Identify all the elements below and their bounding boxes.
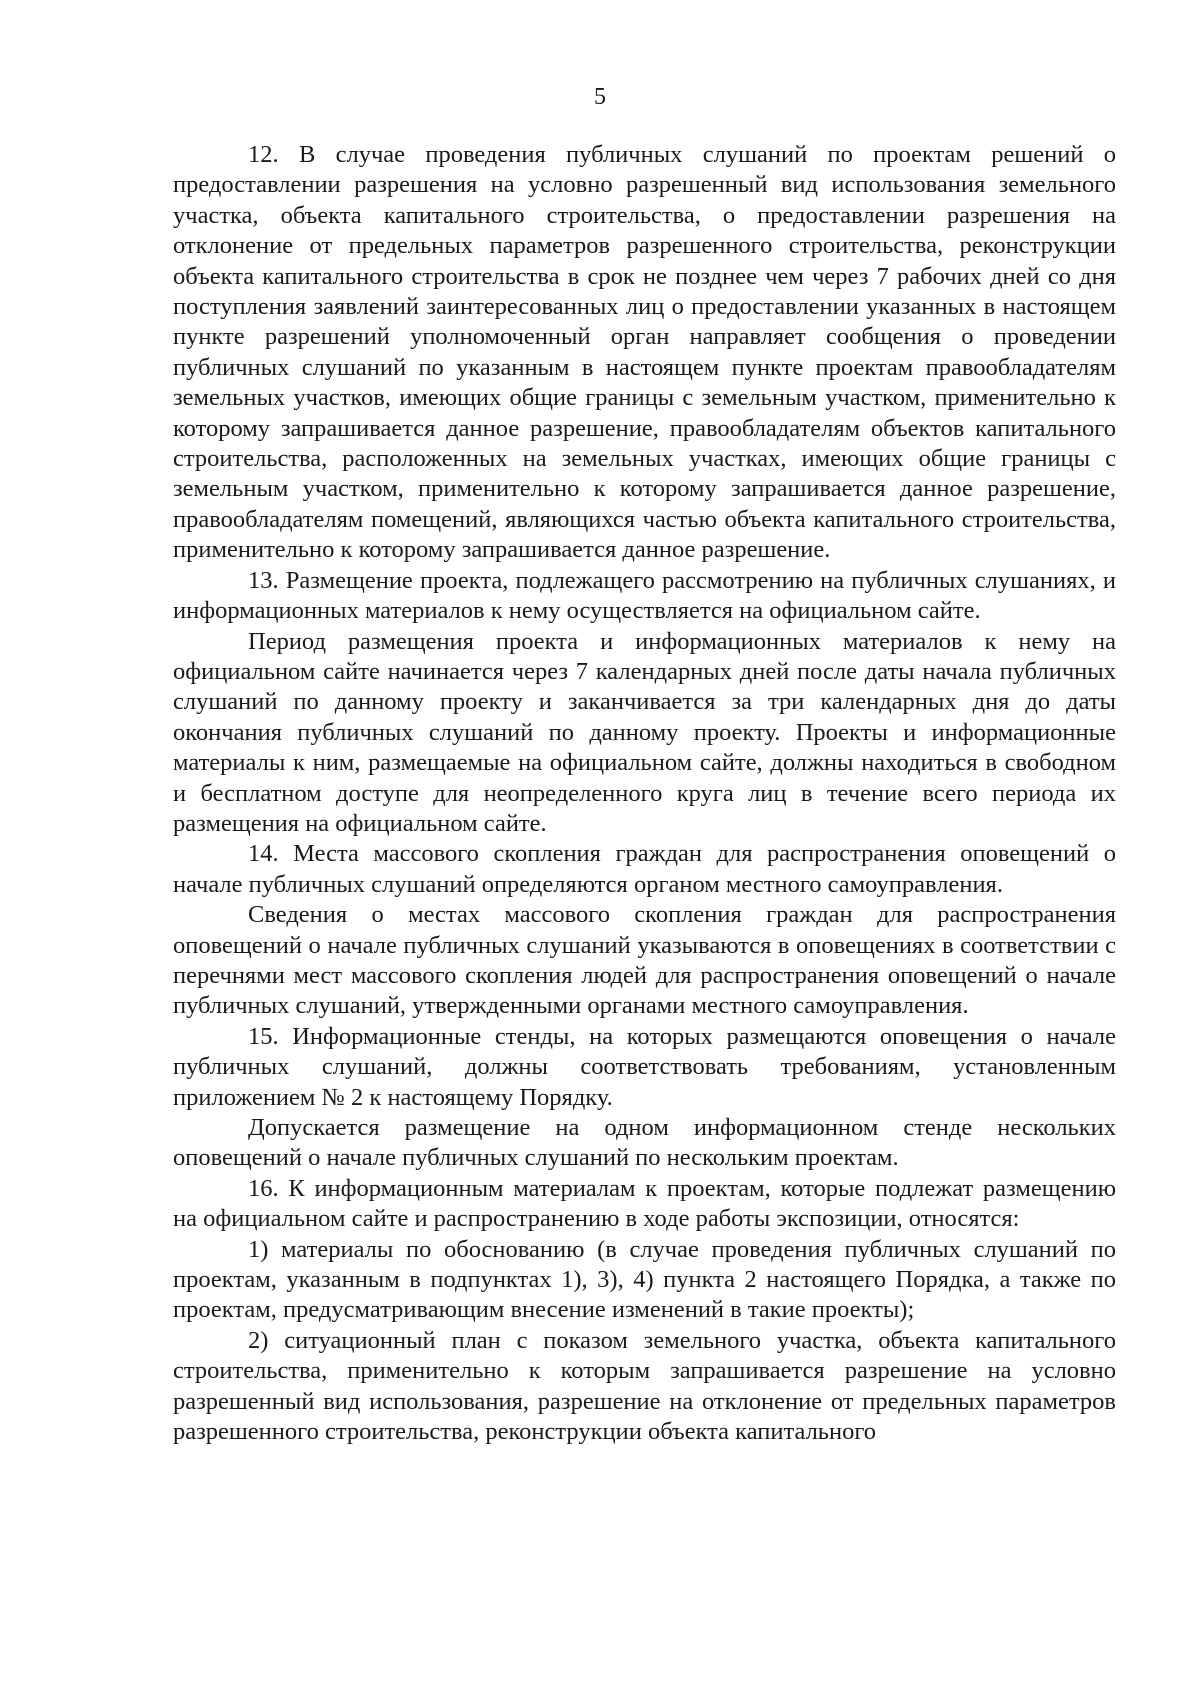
paragraph-12: 12. В случае проведения публичных слушаний по проектам решений о предоставлении разрешения на условно разрешенный вид использования земельного участка, объекта капитального строительства, о предоставлении разрешения на отклонение от предельных параметров разрешенного строительства, реконструкции объекта капитального строительства в срок не позднее чем через 7 рабочих дней со дня поступления заявлений заинтересованных лиц о предоставлении указанных в настоящем пункте разрешений уполномоченный орган направляет сообщения о проведении публичных слушаний по указанным в настоящем пункте проектам правообладателям земельных участков, имеющих общие границы с земельным участком, применительно к которому запрашивается данное разрешение, правообладателям объектов капитального строительства, расположенных на земельных участках, имеющих общие границы с земельным участком, применительно к которому запрашивается данное разрешение, правообладателям помещений, являющихся частью объекта капитального строительства, применительно к которому запрашивается данное разрешение. <box>173 141 1116 564</box>
paragraph-13-period: Период размещения проекта и информационных материалов к нему на официальном сайте начинается через 7 календарных дней после даты начала публичных слушаний по данному проекту и заканчивается за три календарных дня до даты окончания публичных слушаний по данному проекту. Проекты и информационные материалы к ним, размещаемые на официальном сайте, должны находиться в свободном и бесплатном доступе для неопределенного круга лиц в течение всего периода их размещения на официальном сайте. <box>173 627 1116 837</box>
paragraph-15: 15. Информационные стенды, на которых размещаются оповещения о начале публичных слушаний, должны соответствовать требованиям, установленным приложением № 2 к настоящему Порядку. <box>173 1022 1116 1111</box>
paragraph-14-info: Сведения о местах массового скопления граждан для распространения оповещений о начале публичных слушаний указываются в оповещениях в соответствии с перечнями мест массового скопления людей для распространения оповещений о начале публичных слушаний, утвержденными органами местного самоуправления. <box>173 901 1116 1020</box>
paragraph-15-allowed: Допускается размещение на одном информационном стенде нескольких оповещений о начале публичных слушаний по нескольким проектам. <box>173 1114 1116 1172</box>
document-body <box>173 140 1116 1447</box>
paragraph-14: 14. Места массового скопления граждан для распространения оповещений о начале публичных слушаний определяются органом местного самоуправления. <box>173 840 1116 898</box>
paragraph-16-item-1: 1) материалы по обоснованию (в случае проведения публичных слушаний по проектам, указанным в подпунктах 1), 3), 4) пункта 2 настоящего Порядка, а также по проектам, предусматривающим внесение изменений в такие проекты); <box>173 1235 1116 1324</box>
paragraph-16-item-2: 2) ситуационный план с показом земельного участка, объекта капитального строительства, применительно к которым запрашивается разрешение на условно разрешенный вид использования, разрешение на отклонение от предельных параметров разрешенного строительства, реконструкции объекта капитального <box>173 1326 1116 1446</box>
page-number: 5 <box>594 84 606 110</box>
paragraph-13: 13. Размещение проекта, подлежащего рассмотрению на публичных слушаниях, и информационных материалов к нему осуществляется на официальном сайте. <box>173 566 1116 625</box>
paragraph-16: 16. К информационным материалам к проектам, которые подлежат размещению на официальном сайте и распространению в ходе работы экспозиции, относятся: <box>173 1174 1116 1233</box>
